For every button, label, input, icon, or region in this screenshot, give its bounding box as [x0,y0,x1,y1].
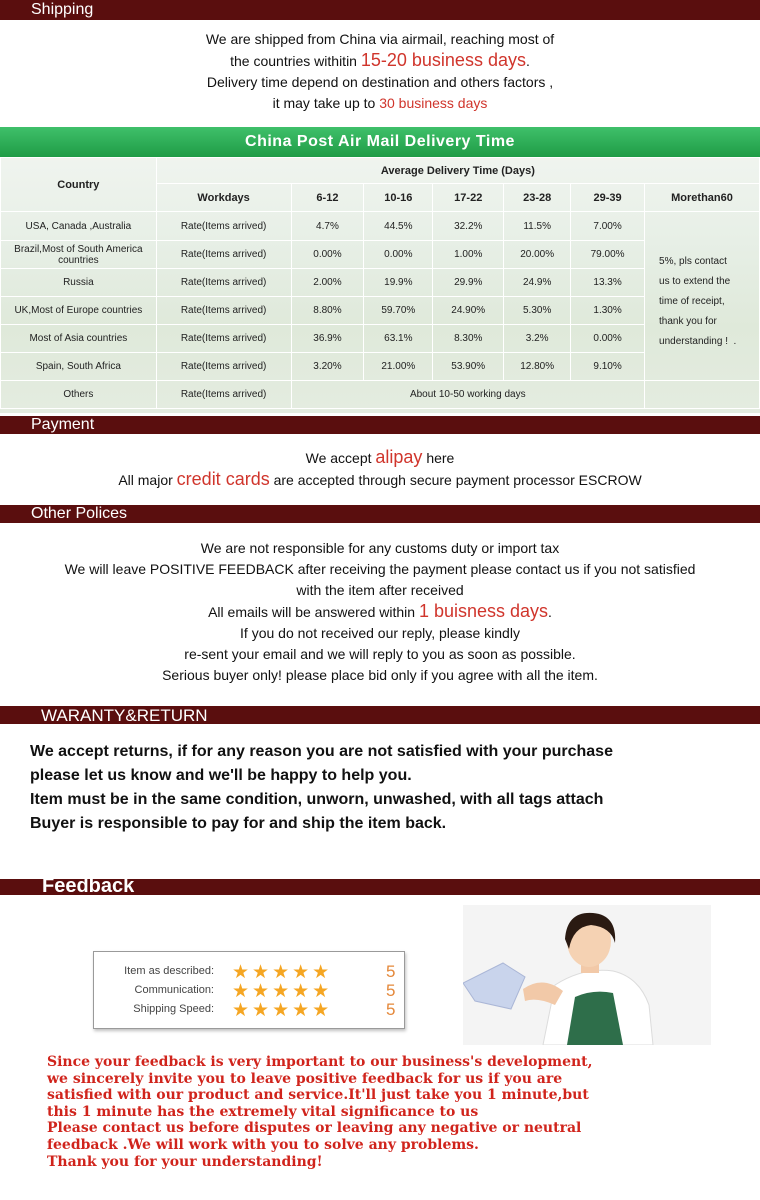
column-header: 23-28 [504,184,571,212]
policies-heading: Other Polices [31,505,128,522]
feedback-line: Thank you for your understanding! [47,1153,323,1170]
rate-value-cell: 21.00% [364,353,433,381]
feedback-rating-card [93,951,405,1029]
shipping-line-2: the countries withitin 15-20 business days. [230,50,530,70]
empty-cell [645,381,760,409]
rate-value-cell: 63.1% [364,325,433,353]
policies-line-2: We will leave POSITIVE FEEDBACK after receiving the payment please contact us if you not satisfied [64,561,696,577]
rate-value-cell: 12.80% [504,353,571,381]
rate-cell: Rate(Items arrived) [156,269,291,297]
rate-value-cell: 3.2% [504,325,571,353]
star-icon: ★★★★★ [232,981,333,1002]
email-days-highlight: 1 buisness days [418,601,549,621]
shipping-line-1: We are shipped from China via airmail, reaching most of [205,31,555,47]
rate-value-cell: 32.2% [433,212,504,241]
delivery-time-table [0,127,760,413]
rate-cell: Rate(Items arrived) [156,297,291,325]
rate-cell: Rate(Items arrived) [156,325,291,353]
note-line: 5%, pls contact [659,256,727,267]
note-line: time of receipt, [659,296,725,307]
policies-line-3: with the item after received [296,582,464,598]
rate-value-cell: 79.00% [571,241,645,269]
country-cell: UK,Most of Europe countries [1,297,157,325]
feedback-message [47,1054,747,1170]
alipay-highlight: alipay [375,447,423,467]
rating-label: Communication: [134,984,214,996]
morethan60-note [645,212,760,381]
rate-value-cell: 0.00% [571,325,645,353]
rate-value-cell: 53.90% [433,353,504,381]
rate-value-cell: 19.9% [364,269,433,297]
note-line: us to extend the [659,276,731,287]
rate-value-cell: 9.10% [571,353,645,381]
table-row-others [1,381,760,409]
column-header: 17-22 [433,184,504,212]
rate-value-cell: 24.90% [433,297,504,325]
country-cell: Russia [1,269,157,297]
policies-text [0,538,760,686]
feedback-heading: Feedback [42,875,135,897]
rating-label: Item as described: [124,965,214,977]
feedback-line: Please contact us before disputes or leaving any negative or neutral [47,1120,582,1137]
credit-cards-highlight: credit cards [176,469,270,489]
rate-value-cell: 13.3% [571,269,645,297]
service-woman-image [463,905,711,1045]
shipping-text [0,29,760,114]
policies-line-4: All emails will be answered within 1 buisness days. [208,601,552,621]
policies-line-5: If you do not received our reply, please kindly [240,625,520,641]
country-cell: Others [1,381,157,409]
rate-cell: Rate(Items arrived) [156,353,291,381]
others-delivery-text: About 10-50 working days [291,381,645,409]
shipping-heading: Shipping [31,1,94,18]
policies-line-1: We are not responsible for any customs duty or import tax [200,540,560,556]
rating-score: 5 [386,962,396,981]
country-cell: Brazil,Most of South America countries [1,241,157,269]
rate-value-cell: 8.80% [291,297,364,325]
feedback-line: feedback .We will work with you to solve any problems. [47,1136,479,1153]
rate-value-cell: 11.5% [504,212,571,241]
rate-cell: Rate(Items arrived) [156,241,291,269]
feedback-line: we sincerely invite you to leave positive feedback for us if you are [47,1070,563,1087]
payment-text [0,447,760,491]
shipping-line-3: Delivery time depend on destination and others factors , [206,74,554,90]
rate-value-cell: 59.70% [364,297,433,325]
country-cell: Spain, South Africa [1,353,157,381]
policies-header-bar [0,505,760,523]
table-row [1,212,760,241]
rate-value-cell: 7.00% [571,212,645,241]
warranty-line: Item must be in the same condition, unworn, unwashed, with all tags attach [30,791,604,808]
rating-row [104,980,404,1000]
column-header: 29-39 [571,184,645,212]
payment-heading: Payment [31,416,95,433]
star-icon: ★★★★★ [232,962,333,983]
rate-value-cell: 0.00% [364,241,433,269]
warranty-line: Buyer is responsible to pay for and ship the item back. [30,815,447,832]
shipping-header-bar [0,0,760,20]
rate-value-cell: 0.00% [291,241,364,269]
note-line: thank you for [659,316,717,327]
feedback-line: Since your feedback is very important to our business's development, [47,1054,593,1070]
feedback-line: this 1 minute has the extremely vital significance to us [47,1103,479,1120]
rate-value-cell: 1.30% [571,297,645,325]
rate-value-cell: 8.30% [433,325,504,353]
rate-value-cell: 1.00% [433,241,504,269]
country-cell: Most of Asia countries [1,325,157,353]
rate-value-cell: 3.20% [291,353,364,381]
rating-row [104,961,404,981]
country-cell: USA, Canada ,Australia [1,212,157,241]
rate-value-cell: 20.00% [504,241,571,269]
warranty-header-bar [0,706,760,724]
warranty-heading: WARANTY&RETURN [41,706,208,725]
warranty-line: We accept returns, if for any reason you are not satisfied with your purchase [30,743,613,760]
rating-score: 5 [386,981,396,1000]
rating-score: 5 [386,1000,396,1019]
rate-value-cell: 44.5% [364,212,433,241]
column-header: 6-12 [291,184,364,212]
average-header: Average Delivery Time (Days) [156,158,759,184]
rate-value-cell: 2.00% [291,269,364,297]
note-line: understanding ! . [659,336,737,347]
rating-label: Shipping Speed: [133,1003,214,1015]
shipping-max-days: 30 business days [379,95,488,111]
column-header: Morethan60 [645,184,760,212]
rate-value-cell: 5.30% [504,297,571,325]
rating-row [104,999,404,1019]
shipping-days-highlight: 15-20 business days [360,50,526,70]
rate-cell: Rate(Items arrived) [156,381,291,409]
feedback-header-bar [0,875,760,897]
payment-header-bar [0,416,760,434]
rate-cell: Rate(Items arrived) [156,212,291,241]
rate-value-cell: 24.9% [504,269,571,297]
column-header: 10-16 [364,184,433,212]
warranty-line: please let us know and we'll be happy to help you. [30,767,412,784]
column-header: Workdays [156,184,291,212]
feedback-line: satisfied with our product and service.It'll just take you 1 minute,but [47,1087,589,1104]
shipping-line-4: it may take up to 30 business days [272,95,488,111]
policies-line-7: Serious buyer only! please place bid only if you agree with all the item. [162,667,598,683]
rate-value-cell: 29.9% [433,269,504,297]
delivery-table-grid [0,157,760,409]
star-icon: ★★★★★ [232,1000,333,1021]
policies-line-6: re-sent your email and we will reply to you as soon as possible. [184,646,576,662]
country-header: Country [1,158,157,212]
table-title: China Post Air Mail Delivery Time [0,127,760,157]
warranty-text [30,740,760,836]
rate-value-cell: 4.7% [291,212,364,241]
rate-value-cell: 36.9% [291,325,364,353]
payment-line-2: All major credit cards are accepted through secure payment processor ESCROW [118,469,642,489]
payment-line-1: We accept alipay here [305,447,455,467]
